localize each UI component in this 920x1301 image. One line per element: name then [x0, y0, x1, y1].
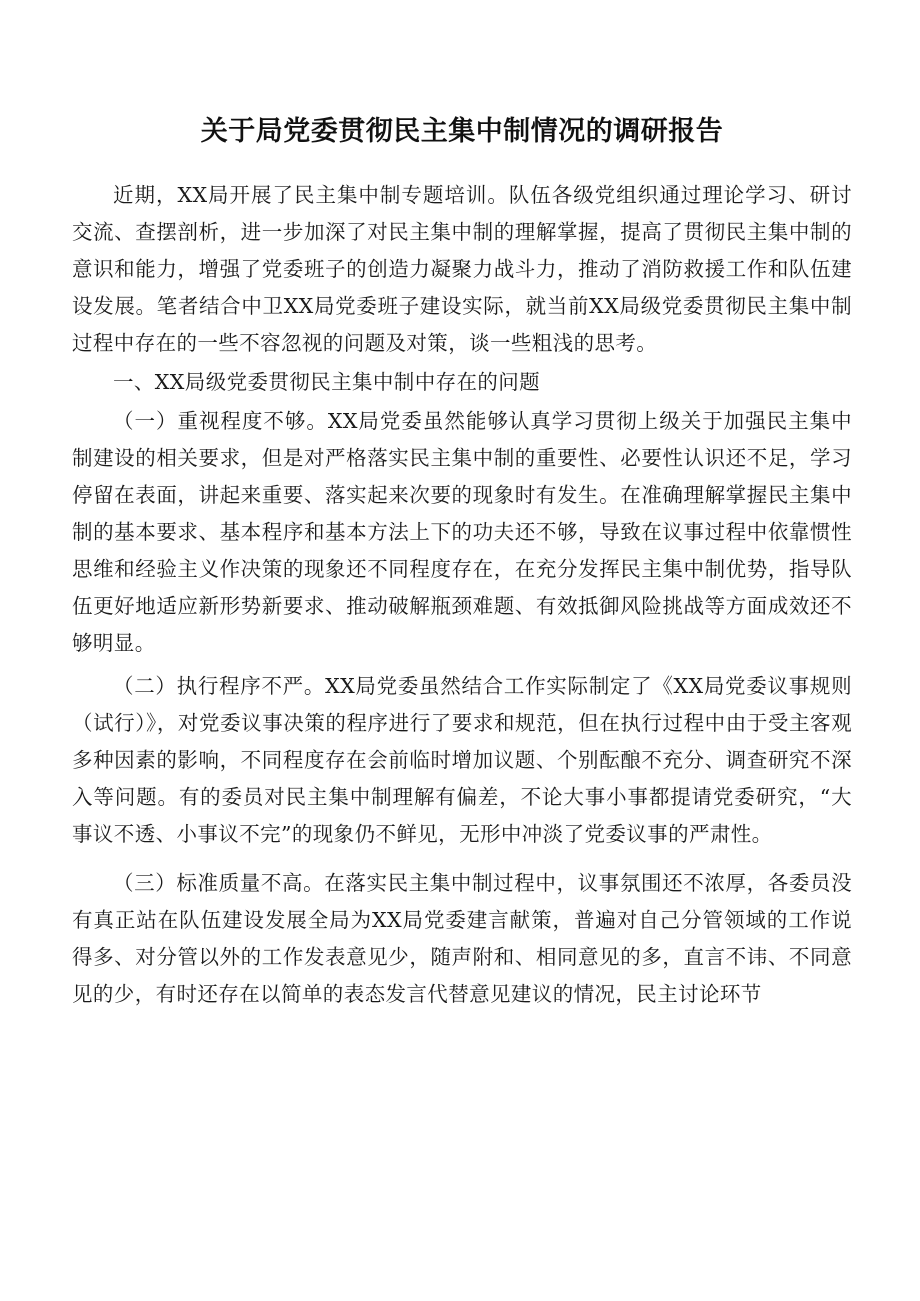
problem-paragraph-1: （一）重视程度不够。XX局党委虽然能够认真学习贯彻上级关于加强民主集中制建设的相关要求，但是对严格落实民主集中制的重要性、必要性认识还不足，学习停留在表面，讲起来重要、落实起来次要的现象时有发生。在准确理解掌握民主集中制的基本要求、基本程序和基本方法上下的功夫还不够，导致在议事过程中依靠惯性思维和经验主义作决策的现象还不同程度存在，在充分发挥民主集中制优势，指导队伍更好地适应新形势新要求、推动破解瓶颈难题、有效抵御风险挑战等方面成效还不够明显。	[72, 409, 852, 655]
document-title: 关于局党委贯彻民主集中制情况的调研报告	[200, 116, 724, 147]
document-body	[72, 177, 852, 1013]
problem-paragraph-3: （三）标准质量不高。在落实民主集中制过程中，议事氛围还不浓厚，各委员没有真正站在队伍建设发展全局为XX局党委建言献策，普遍对自己分管领域的工作说得多、对分管以外的工作发表意见少，随声附和、相同意见的多，直言不讳、不同意见的少，有时还存在以简单的表态发言代替意见建议的情况，民主讨论环节	[72, 871, 852, 1006]
section-heading-problems: 一、XX局级党委贯彻民主集中制中存在的问题	[113, 370, 541, 394]
intro-paragraph: 近期，XX局开展了民主集中制专题培训。队伍各级党组织通过理论学习、研讨交流、查摆剖析，进一步加深了对民主集中制的理解掌握，提高了贯彻民主集中制的意识和能力，增强了党委班子的创造力凝聚力战斗力，推动了消防救援工作和队伍建设发展。笔者结合中卫XX局党委班子建设实际，就当前XX局级党委贯彻民主集中制过程中存在的一些不容忽视的问题及对策，谈一些粗浅的思考。	[72, 183, 852, 355]
problem-paragraph-2: （二）执行程序不严。XX局党委虽然结合工作实际制定了《XX局党委议事规则（试行）》，对党委议事决策的程序进行了要求和规范，但在执行过程中由于受主客观多种因素的影响，不同程度存在会前临时增加议题、个别酝酿不充分、调查研究不深入等问题。有的委员对民主集中制理解有偏差，不论大事小事都提请党委研究，“大事议不透、小事议不完”的现象仍不鲜见，无形中冲淡了党委议事的严肃性。	[72, 674, 852, 846]
